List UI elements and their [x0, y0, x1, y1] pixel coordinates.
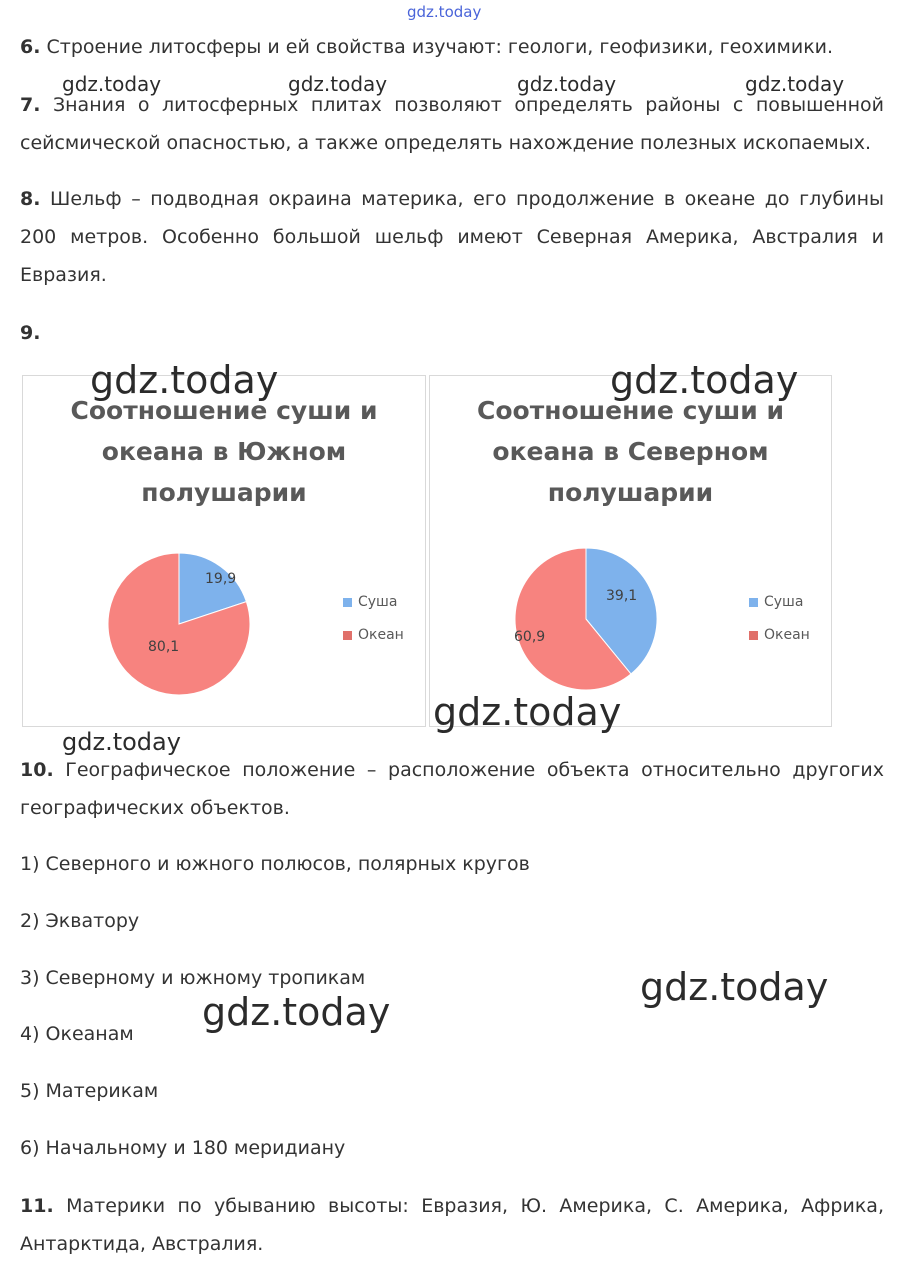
watermark: gdz.today — [745, 72, 845, 96]
chart-title-line: океана в Южном — [101, 437, 347, 466]
chart-title-line: океана в Северном — [492, 437, 769, 466]
answer-8 — [20, 180, 884, 294]
chart-title-line: полушарии — [141, 478, 307, 507]
legend-swatch — [749, 631, 758, 640]
list-item: 6) Начальному и 180 меридиану — [20, 1137, 346, 1159]
watermark: gdz.today — [202, 990, 391, 1034]
legend-label: Океан — [358, 627, 404, 643]
chart-title-line: Соотношение суши и — [70, 396, 378, 425]
data-label: 80,1 — [148, 639, 180, 655]
answer-number: 10. — [20, 759, 54, 781]
answer-number: 11. — [20, 1195, 54, 1217]
watermark: gdz.today — [90, 358, 279, 402]
answer-text: Знания о литосферных плитах позволяют определять районы с повышенной сейсмической опасностью, а также определять нахождение полезных ископаемых. — [20, 94, 884, 154]
answer-7 — [20, 86, 884, 162]
legend-item-ocean — [749, 627, 810, 643]
chart-north — [429, 375, 832, 727]
watermark-top: gdz.today — [407, 3, 482, 21]
answer-text: Географическое положение – расположение объекта относительно другогих географических объектов. — [20, 759, 884, 819]
watermark: gdz.today — [640, 965, 829, 1009]
answer-number: 8. — [20, 188, 41, 210]
legend-item-ocean — [343, 627, 404, 643]
list-item: 5) Материкам — [20, 1080, 159, 1102]
pie-chart — [430, 376, 831, 726]
data-label: 19,9 — [205, 571, 237, 587]
data-label: 39,1 — [606, 588, 638, 604]
watermark: gdz.today — [610, 358, 799, 402]
legend-item-land — [343, 594, 397, 610]
list-item: 2) Экватору — [20, 910, 140, 932]
watermark: gdz.today — [517, 72, 617, 96]
answer-text: Шельф – подводная окраина материка, его продолжение в океане до глубины 200 метров. Особенно большой шельф имеют Северная Америка, Австралия и Евразия. — [20, 188, 884, 286]
answer-6 — [20, 28, 884, 66]
answer-number: 7. — [20, 94, 41, 116]
watermark: gdz.today — [288, 72, 388, 96]
answer-9 — [20, 314, 884, 352]
chart-south — [22, 375, 426, 727]
pie-chart — [23, 376, 425, 726]
watermark: gdz.today — [62, 72, 162, 96]
legend-label: Суша — [358, 594, 398, 610]
legend-item-land — [749, 594, 803, 610]
answer-11 — [20, 1187, 884, 1263]
data-label: 60,9 — [514, 629, 546, 645]
list-item: 3) Северному и южному тропикам — [20, 967, 366, 989]
list-item: 1) Северного и южного полюсов, полярных кругов — [20, 853, 530, 875]
answer-text: Строение литосферы и ей свойства изучают: геологи, геофизики, геохимики. — [40, 36, 834, 58]
legend-swatch — [343, 598, 352, 607]
watermark: gdz.today — [62, 728, 181, 756]
chart-title-line: полушарии — [547, 478, 714, 507]
answer-number: 6. — [20, 36, 41, 58]
list-item: 4) Океанам — [20, 1023, 134, 1045]
watermark: gdz.today — [433, 690, 622, 734]
legend-swatch — [343, 631, 352, 640]
answer-number: 9. — [20, 322, 41, 344]
legend-swatch — [749, 598, 758, 607]
answer-text: Материки по убыванию высоты: Евразия, Ю. Америка, С. Америка, Африка, Антарктида, Австралия. — [20, 1195, 884, 1255]
answer-10 — [20, 751, 884, 827]
legend-label: Суша — [764, 594, 804, 610]
legend-label: Океан — [764, 627, 810, 643]
chart-title-line: Соотношение суши и — [477, 396, 784, 425]
